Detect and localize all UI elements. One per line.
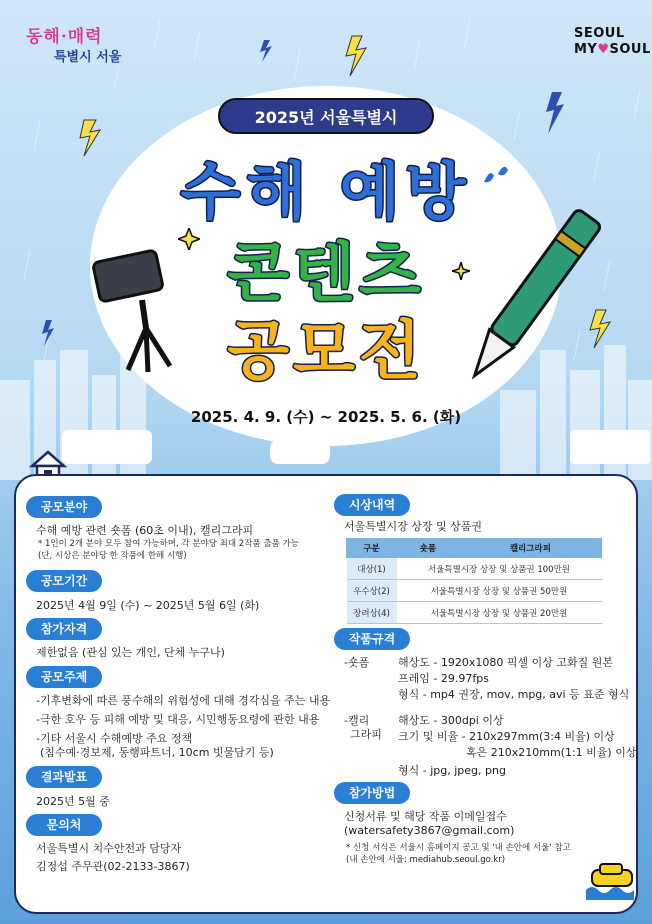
spec-calli-label-2: 그라피 [350, 728, 382, 741]
table-row [347, 558, 602, 580]
topic-item: (침수예·경보제, 동행파트너, 10cm 빗물담기 등) [40, 746, 274, 759]
table-row [347, 580, 602, 602]
sparkle-icon [452, 262, 470, 280]
selfie-stick-icon [90, 240, 200, 380]
logo-right-line2: MY♥SOUL [574, 42, 651, 57]
award-prize: 서울특별시장 상장 및 상품권 20만원 [397, 602, 602, 624]
van-icon [62, 430, 152, 464]
field-body: 수해 예방 관련 숏폼 (60초 이내), 캘리그라피 [36, 524, 254, 537]
topic-item: -기타 서울시 수해예방 주요 정책 [36, 732, 193, 745]
spec-calli-label-1: -캘리 [344, 714, 370, 727]
section-result-title: 결과발표 [26, 766, 102, 788]
lightning-icon [346, 36, 366, 76]
table-row [347, 602, 602, 624]
apply-line2: (watersafety3867@gmail.com) [344, 824, 515, 837]
field-note-line1: * 1인이 2개 분야 모두 참여 가능하며, 각 분야당 최대 2작품 출품 가능 [38, 539, 299, 549]
lightning-icon [260, 40, 272, 62]
spec-calli-line: 혹은 210x210mm(1:1 비율) 이상 [466, 746, 637, 759]
section-topic-title: 공모주제 [26, 666, 102, 688]
contact-line1: 서울특별시 치수안전과 담당자 [36, 842, 182, 855]
apply-note-line2: (내 손안에 서울: mediahub.seoul.go.kr) [346, 855, 506, 865]
pen-icon [456, 198, 606, 398]
contact-line2: 김정섭 주무관(02-2133-3867) [36, 860, 190, 873]
award-rank: 대상(1) [347, 558, 397, 580]
awards-table [346, 538, 602, 624]
spec-shortform-label: -숏폼 [344, 656, 370, 669]
period-body: 2025년 4월 9일 (수) ~ 2025년 5월 6일 (화) [36, 599, 260, 612]
award-rank: 우수상(2) [347, 580, 397, 602]
section-awards-title: 시상내역 [334, 494, 410, 516]
sparkle-icon [178, 228, 200, 250]
title-line3: 공모전 [227, 315, 425, 389]
result-body: 2025년 5월 중 [36, 795, 110, 808]
logo-left-line2: 특별시 서울 [54, 50, 122, 65]
awards-header-rank: 구분 [347, 539, 397, 558]
flooded-car-icon [586, 860, 638, 900]
year-label: 2025년 서울특별시 [218, 98, 434, 134]
spec-calli-line: 형식 - jpg, jpeg, png [398, 764, 506, 777]
awards-header-calligraphy: 캘리그라피 [459, 539, 601, 558]
award-rank: 장려상(4) [347, 602, 397, 624]
seoul-my-soul-logo [574, 26, 651, 66]
truck-icon [570, 430, 650, 464]
lightning-icon [546, 92, 564, 134]
award-prize: 서울특별시장 상장 및 상품권 100만원 [397, 558, 602, 580]
section-eligibility-title: 참가자격 [26, 618, 102, 640]
topic-item: -극한 호우 등 피해 예방 및 대응, 시민행동요령에 관한 내용 [36, 713, 320, 726]
section-period-title: 공모기간 [26, 570, 102, 592]
section-field-title: 공모분야 [26, 496, 102, 518]
award-prize: 서울특별시장 상장 및 상품권 50만원 [397, 580, 602, 602]
apply-note-line1: * 신청 서식은 서울시 홈페이지 공고 및 '내 손안에 서울' 참고 [346, 843, 571, 853]
apply-line1: 신청서류 및 해당 작품 이메일접수 [344, 810, 507, 823]
section-spec-title: 작품규격 [334, 628, 410, 650]
spec-shortform-line: 프레임 - 29.97fps [398, 672, 489, 685]
awards-body: 서울특별시장 상장 및 상품권 [344, 520, 483, 533]
spec-calli-line: 해상도 - 300dpi 이상 [398, 714, 504, 727]
field-note-line2: (단, 시상은 분야당 한 작품에 한해 시행) [38, 551, 187, 561]
topic-item: -기후변화에 따른 풍수해의 위험성에 대해 경각심을 주는 내용 [36, 694, 331, 707]
spec-calli-line: 크기 및 비율 - 210x297mm(3:4 비율) 이상 [398, 730, 615, 743]
eligibility-body: 제한없음 (관심 있는 개인, 단체 누구나) [36, 646, 225, 659]
water-drops-icon [478, 162, 518, 192]
section-contact-title: 문의처 [26, 814, 102, 836]
logo-left-line1: 동해·매력 [26, 27, 103, 47]
awards-header-shortform: 숏폼 [397, 539, 460, 558]
title-line2: 콘텐츠 [227, 237, 425, 311]
seoul-slogan-logo [26, 22, 136, 72]
spec-shortform-line: 해상도 - 1920x1080 픽셀 이상 고화질 원본 [398, 656, 613, 669]
spec-shortform-line: 형식 - mp4 권장, mov, mpg, avi 등 표준 형식 [398, 688, 630, 701]
logo-right-line1: SEOUL [574, 26, 625, 41]
title-line1: 수해 예방 [180, 155, 472, 228]
contest-period: 2025. 4. 9. (수) ~ 2025. 5. 6. (화) [190, 408, 462, 426]
section-apply-title: 참가방법 [334, 782, 410, 804]
